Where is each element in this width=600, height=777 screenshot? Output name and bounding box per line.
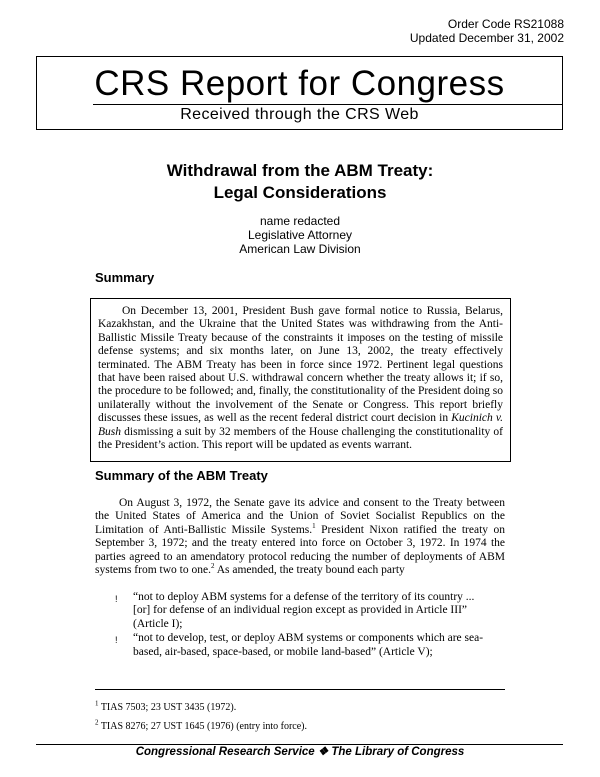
footnote-text: TIAS 8276; 27 UST 1645 (1976) (entry into force).: [98, 721, 307, 732]
bullet-mark: !: [115, 635, 118, 646]
footnote-2: [95, 718, 307, 733]
summary-heading: Summary: [95, 270, 155, 285]
treaty-section-heading: Summary of the ABM Treaty: [95, 468, 268, 483]
treaty-para-c: As amended, the treaty bound each party: [214, 564, 405, 577]
title-line-1: Withdrawal from the ABM Treaty:: [166, 161, 434, 180]
report-subtitle: Received through the CRS Web: [180, 106, 419, 123]
summary-text: [98, 305, 503, 452]
document-title: [0, 160, 600, 204]
summary-text-b: dismissing a suit by 32 members of the House challenging the constitutionality of the President’s action. This report will be updated as events warrant.: [98, 425, 503, 452]
author-block: [0, 214, 600, 256]
footnote-ref-2[interactable]: 2: [210, 562, 215, 571]
list-item: [115, 632, 485, 659]
page-footer: Congressional Research Service ❖ The Library of Congress: [135, 746, 465, 758]
title-line-2: Legal Considerations: [213, 183, 387, 202]
order-code: Order Code RS21088: [447, 17, 564, 31]
bullet-mark: !: [115, 594, 118, 604]
footnote-num: 1: [95, 699, 99, 708]
summary-text-a: On December 13, 2001, President Bush gave formal notice to Russia, Belarus, Kazakhstan, and the Ukraine that the United States was withdrawing from the Anti-Ballistic Missile Treaty because of the constraints it imposes on the testing of missile defense systems; and six months later, on June 13, 2002, the treaty effectively terminated. The ABM Treaty has been in force since 1972. Pertinent legal questions that have been raised about U.S. withdrawal concern whether the treaty allows it; if so, the procedure to be followed; and, finally, the constitutionality of the President doing so unilaterally without the involvement of the Senate or Congress. This report briefly discusses these issues, as well as the recent federal district court decision in: [98, 305, 503, 425]
footnote-ref-1[interactable]: 1: [312, 521, 316, 530]
treaty-para-a: On August 3, 1972, the Senate gave its advice and consent to the Treaty between the United States of America and the Union of Soviet Socialist Republics on the Limitation of Anti-Ballistic Missile Systems.: [95, 497, 505, 536]
treaty-bullet-list: [115, 591, 485, 660]
case-name: Kucinich v. Bush: [98, 412, 503, 438]
footnote-text: TIAS 7503; 23 UST 3435 (1972).: [98, 702, 237, 713]
report-header-box: [36, 56, 563, 130]
bullet-text: “not to develop, test, or deploy ABM systems or components which are sea-based, air-based, space-based, or mobile land-based” (Article V);: [133, 632, 484, 658]
author-division: American Law Division: [239, 242, 361, 256]
author-role: Legislative Attorney: [247, 228, 353, 242]
updated-date: Updated December 31, 2002: [409, 31, 564, 45]
order-code-block: [410, 17, 564, 45]
author-name: name redacted: [259, 214, 341, 228]
summary-box: [90, 298, 511, 462]
treaty-para-b: President Nixon ratified the treaty on September 3, 1972; and the treaty entered into force on October 3, 1972. In 1974 the parties agreed to an amendatory protocol reducing the number of deployments of ABM systems from two to one.: [95, 523, 506, 577]
list-item: [115, 591, 485, 631]
footnote-divider: [95, 689, 505, 690]
bullet-text: “not to deploy ABM systems for a defense of the territory of its country ... [or] for defense of an individual region except as provided in Article III” (Article I);: [133, 591, 475, 630]
report-title: CRS Report for Congress: [94, 64, 505, 103]
footnote-1: [95, 699, 237, 714]
footnote-num: 2: [95, 718, 99, 727]
treaty-paragraph: [95, 497, 505, 577]
